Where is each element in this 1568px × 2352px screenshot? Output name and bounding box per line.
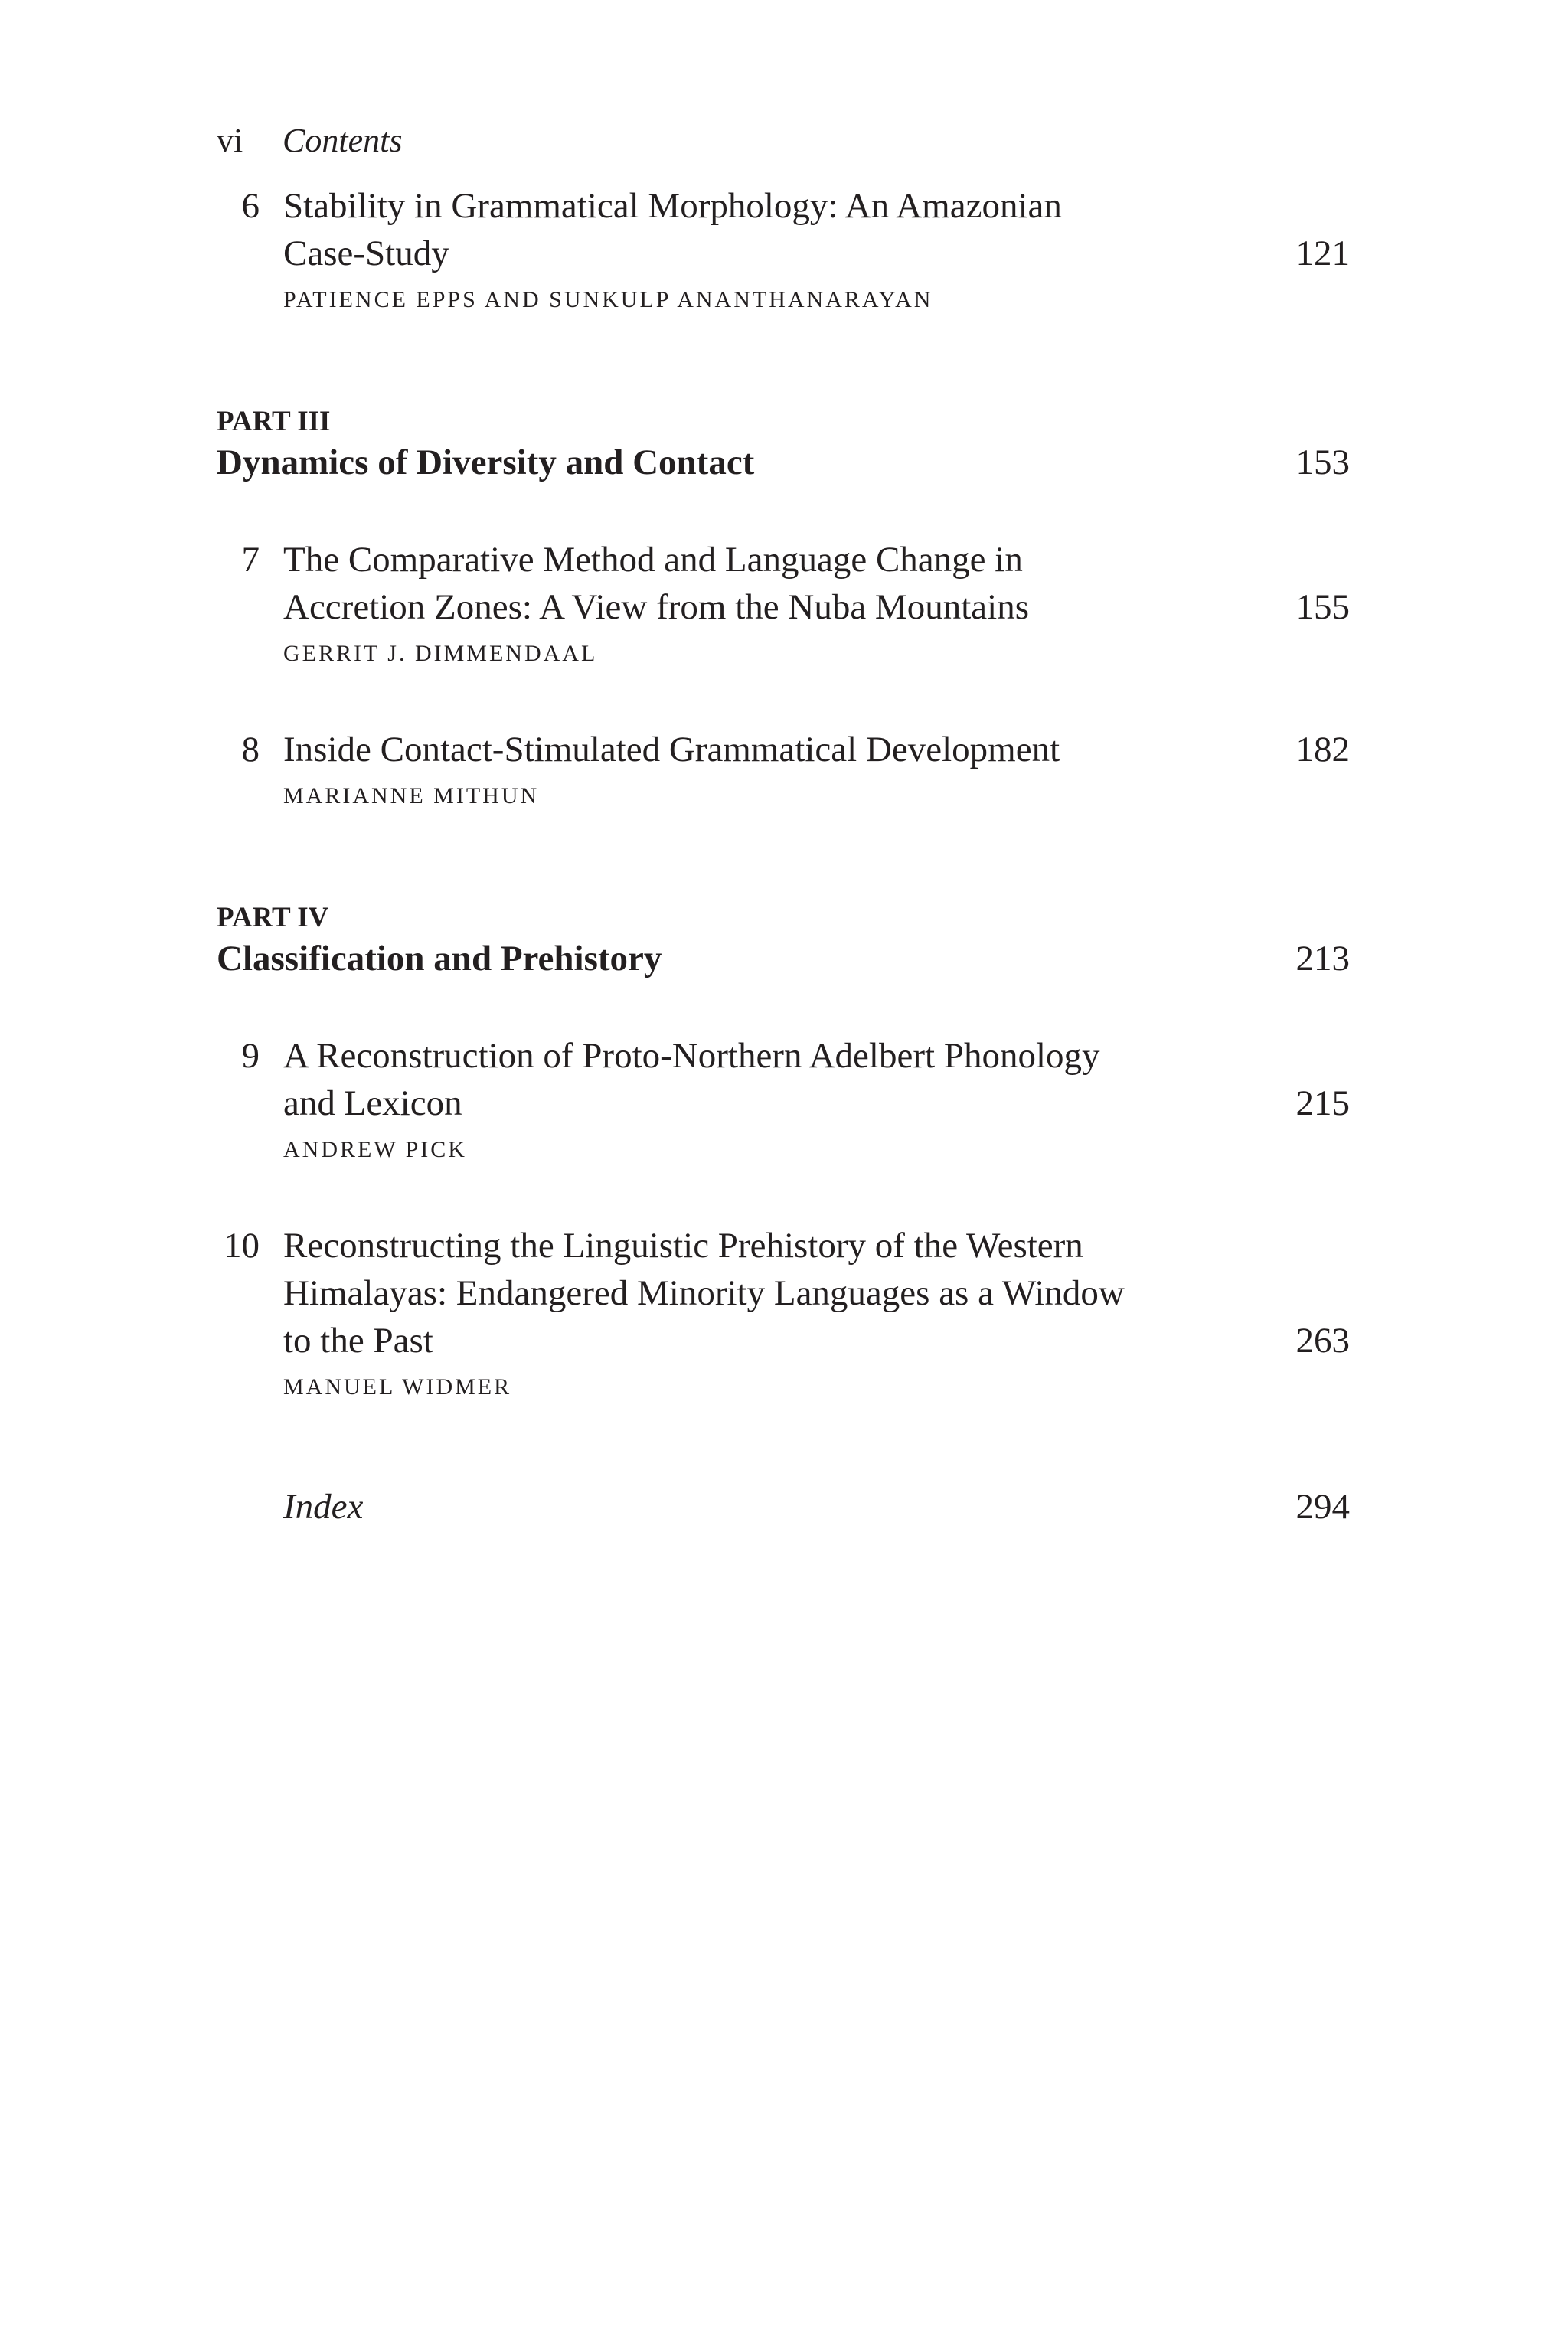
chapter-number: 8 bbox=[241, 730, 260, 769]
toc-entry-chapter-8 bbox=[217, 726, 1350, 812]
chapter-author: GERRIT J. DIMMENDAAL bbox=[283, 641, 598, 666]
part-label: PART IV bbox=[217, 902, 329, 933]
toc-entry-chapter-6 bbox=[217, 182, 1350, 315]
index-page-number: 294 bbox=[1295, 1487, 1350, 1527]
chapter-number: 9 bbox=[241, 1036, 260, 1076]
chapter-title: A Reconstruction of Proto-Northern Adelbert Phonology and Lexicon bbox=[283, 1036, 1100, 1123]
running-head-title: Contents bbox=[283, 122, 403, 159]
chapter-title: Reconstructing the Linguistic Prehistory of the Western Himalayas: Endangered Minority Languages as a Window to the Past bbox=[283, 1226, 1125, 1361]
chapter-page-number: 182 bbox=[1295, 730, 1350, 769]
part-page-number: 213 bbox=[1295, 939, 1350, 978]
chapter-title: Inside Contact-Stimulated Grammatical Development bbox=[283, 730, 1060, 769]
part-label: PART III bbox=[217, 406, 331, 437]
chapter-author: MARIANNE MITHUN bbox=[283, 783, 540, 808]
chapter-author: MANUEL WIDMER bbox=[283, 1374, 512, 1400]
index-title: Index bbox=[283, 1487, 364, 1527]
part-4 bbox=[217, 901, 1350, 982]
toc-entry-index bbox=[217, 1483, 1350, 1530]
toc-entry-chapter-10 bbox=[217, 1222, 1350, 1403]
chapter-title: Stability in Grammatical Morphology: An Amazonian Case-Study bbox=[283, 186, 1062, 273]
running-head bbox=[217, 121, 402, 161]
chapter-page-number: 215 bbox=[1295, 1083, 1350, 1123]
chapter-number: 7 bbox=[241, 540, 260, 580]
part-3 bbox=[217, 405, 1350, 486]
chapter-page-number: 121 bbox=[1295, 234, 1350, 273]
part-heading: Dynamics of Diversity and Contact bbox=[217, 443, 755, 482]
chapter-author: PATIENCE EPPS AND SUNKULP ANANTHANARAYAN bbox=[283, 287, 933, 312]
chapter-page-number: 155 bbox=[1295, 587, 1350, 627]
page-folio: vi bbox=[217, 122, 243, 159]
chapter-author: ANDREW PICK bbox=[283, 1137, 467, 1162]
toc-entry-chapter-7 bbox=[217, 536, 1350, 669]
toc-entry-chapter-9 bbox=[217, 1032, 1350, 1165]
chapter-number: 6 bbox=[241, 186, 260, 226]
chapter-page-number: 263 bbox=[1295, 1321, 1350, 1361]
part-heading: Classification and Prehistory bbox=[217, 939, 662, 978]
chapter-title: The Comparative Method and Language Change in Accretion Zones: A View from the Nuba Mountains bbox=[283, 540, 1029, 627]
chapter-number: 10 bbox=[224, 1226, 260, 1266]
part-page-number: 153 bbox=[1295, 443, 1350, 482]
